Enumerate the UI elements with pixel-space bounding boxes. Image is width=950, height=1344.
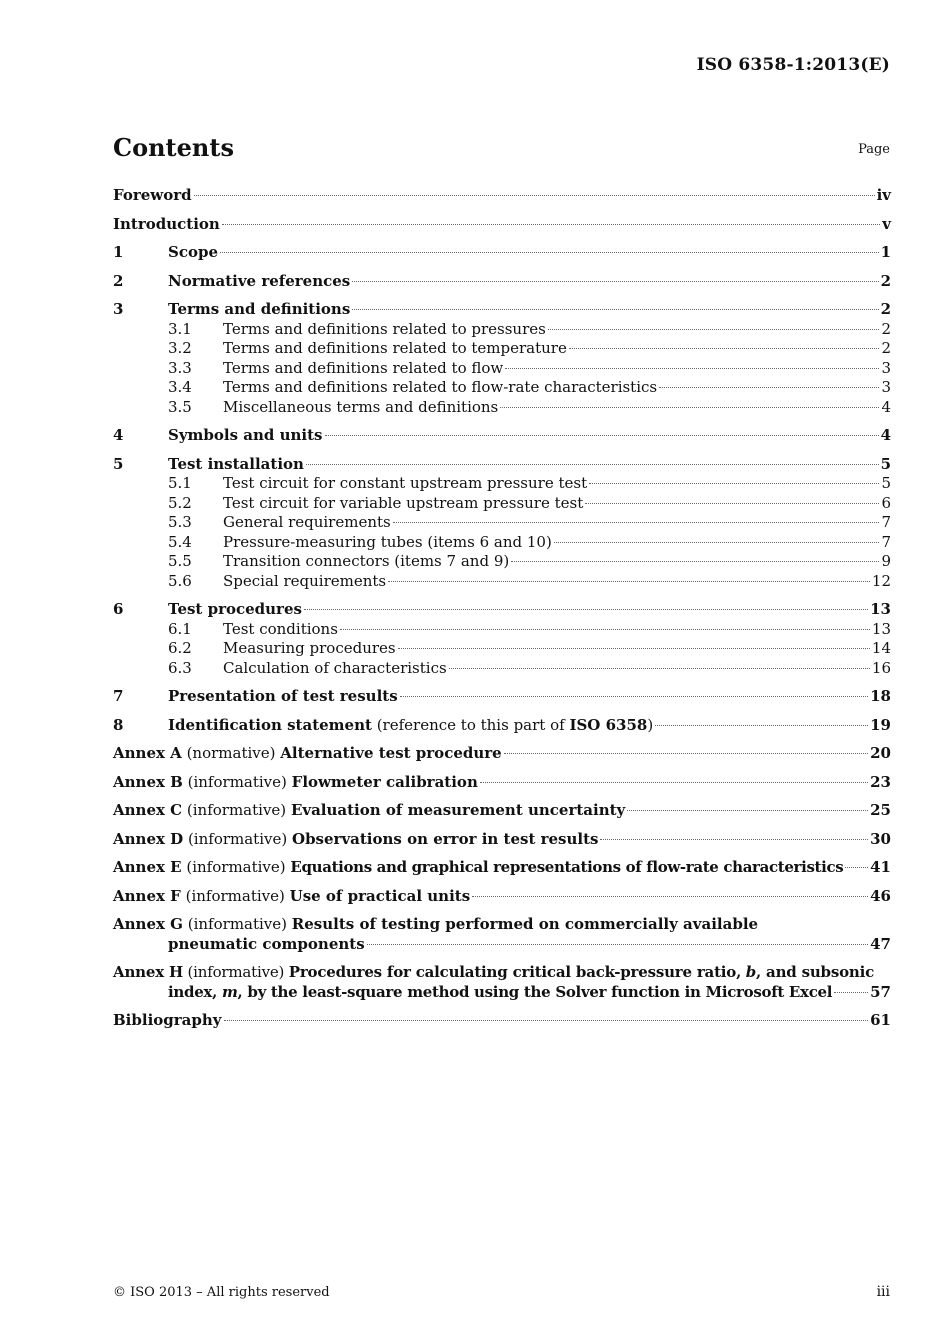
toc-title	[113, 801, 625, 821]
toc-page: 2	[880, 300, 891, 318]
toc-number: 5.2	[168, 493, 192, 512]
dot-leader	[352, 309, 878, 310]
dot-leader	[325, 435, 879, 436]
toc-page: 23	[870, 772, 891, 791]
annex-title: Flowmeter calibration	[291, 772, 478, 791]
dot-leader	[511, 561, 879, 562]
toc-subentry[interactable]	[113, 359, 891, 379]
toc-title-line	[113, 915, 891, 935]
toc-title: Introduction	[113, 214, 220, 233]
toc-title	[113, 830, 598, 850]
annex-label: Annex A	[113, 744, 182, 762]
annex-label: Annex F	[113, 886, 181, 905]
toc-number: 5	[113, 454, 124, 473]
toc-subentry[interactable]	[113, 620, 891, 640]
page-title: Contents	[113, 133, 234, 162]
toc-title-line	[113, 983, 891, 1003]
toc-ref-bold: ISO 6358	[569, 715, 648, 734]
toc-ref-pre: (reference to this part of	[376, 715, 565, 734]
toc-page: 5	[881, 474, 891, 492]
toc-number: 5.4	[168, 532, 192, 551]
toc-page: 7	[881, 532, 891, 551]
dot-leader	[194, 195, 875, 196]
dot-leader	[304, 609, 868, 610]
toc-entry-foreword[interactable]	[113, 186, 891, 206]
annex-title: Observations on error in test results	[292, 829, 599, 848]
toc-page: 4	[881, 397, 891, 416]
toc-title: Terms and definitions related to flow	[223, 358, 504, 377]
annex-label: Annex G	[113, 915, 183, 933]
toc-entry-test-procedures[interactable]	[113, 600, 891, 620]
dot-leader	[340, 629, 870, 630]
dot-leader	[585, 503, 879, 504]
toc-page: 7	[881, 513, 891, 531]
toc-page: 57	[870, 982, 891, 1001]
toc-page: 13	[870, 600, 891, 618]
toc-entry-annex-a[interactable]	[113, 744, 891, 764]
toc-entry-scope[interactable]	[113, 243, 891, 263]
annex-title-part: index,	[168, 982, 218, 1001]
toc-entry-identification-statement[interactable]	[113, 716, 891, 736]
toc-subentry[interactable]	[113, 339, 891, 359]
symbol-m: m	[221, 982, 238, 1001]
annex-title: Use of practical units	[289, 886, 471, 905]
toc-number: 5.3	[168, 513, 192, 531]
toc-entry-normative-references[interactable]	[113, 272, 891, 292]
toc-number: 3.1	[168, 319, 192, 338]
dot-leader	[554, 542, 880, 543]
toc-subentry[interactable]	[113, 552, 891, 572]
toc-page: 41	[870, 858, 891, 876]
toc-entry-bibliography[interactable]	[113, 1011, 891, 1031]
toc-number: 3.5	[168, 397, 192, 416]
toc-title	[168, 716, 653, 736]
toc-title: Terms and definitions related to pressures	[223, 319, 546, 338]
annex-title: Alternative test procedure	[280, 744, 502, 762]
toc-subentry[interactable]	[113, 572, 891, 592]
toc-title: Terms and definitions related to temperature	[223, 339, 567, 357]
toc-title: Symbols and units	[168, 426, 323, 444]
annex-label: Annex E	[113, 858, 182, 876]
toc-subentry[interactable]	[113, 659, 891, 679]
toc-page: 2	[881, 319, 891, 338]
toc-page: 5	[880, 454, 891, 473]
toc-number: 8	[113, 715, 124, 734]
toc-number: 6.3	[168, 658, 192, 677]
annex-title-part: , by the least-square method using the Solver function in Microsoft Excel	[237, 982, 833, 1001]
toc-entry-test-installation[interactable]	[113, 455, 891, 475]
toc-subentry[interactable]	[113, 398, 891, 418]
toc-page: 46	[870, 886, 891, 905]
toc-subentry[interactable]	[113, 639, 891, 659]
toc-page: 19	[870, 715, 891, 734]
toc-number: 2	[113, 271, 124, 290]
toc-entry-terms-and-definitions[interactable]	[113, 300, 891, 320]
toc-page: 30	[870, 829, 891, 848]
dot-leader	[224, 1020, 869, 1021]
toc-title	[113, 744, 502, 764]
annex-kind: (informative)	[186, 858, 286, 876]
dot-leader	[659, 387, 879, 388]
toc-title: Test conditions	[223, 619, 338, 638]
annex-kind: (informative)	[187, 915, 288, 933]
toc-title: Test procedures	[168, 600, 302, 618]
toc-page: 25	[870, 801, 891, 819]
toc-number: 5.6	[168, 571, 192, 590]
toc-entry-annex-c[interactable]	[113, 801, 891, 821]
dot-leader	[222, 224, 880, 225]
toc-title: Measuring procedures	[223, 639, 396, 657]
toc-number: 3.2	[168, 339, 192, 357]
toc-entry-symbols-and-units[interactable]	[113, 426, 891, 446]
table-of-contents	[113, 186, 891, 1031]
dot-leader	[352, 281, 878, 282]
annex-title-end: , and subsonic	[756, 963, 875, 981]
toc-title: Transition connectors (items 7 and 9)	[223, 552, 510, 570]
annex-label: Annex H	[113, 963, 183, 981]
annex-title-cont	[168, 983, 832, 1003]
toc-entry-annex-g[interactable]	[113, 915, 891, 954]
page-column-label: Page	[858, 142, 890, 157]
toc-title-bold: Identification statement	[168, 715, 372, 734]
toc-subentry[interactable]	[113, 474, 891, 494]
annex-kind: (informative)	[185, 886, 285, 905]
toc-page: 3	[881, 358, 891, 377]
toc-title: Calculation of characteristics	[223, 658, 447, 677]
toc-page: 9	[881, 552, 891, 570]
annex-label: Annex D	[113, 829, 184, 848]
toc-title: Bibliography	[113, 1011, 222, 1029]
toc-title: Miscellaneous terms and definitions	[223, 397, 499, 416]
document-id: ISO 6358-1:2013(E)	[696, 55, 890, 75]
toc-number: 3.3	[168, 358, 192, 377]
symbol-b: b	[745, 963, 757, 981]
toc-number: 5.5	[168, 552, 192, 570]
annex-kind: (informative)	[187, 829, 288, 848]
toc-title	[113, 858, 843, 878]
toc-title: Pressure-measuring tubes (items 6 and 10)	[223, 532, 552, 551]
dot-leader	[306, 464, 879, 465]
toc-page: 4	[880, 426, 891, 444]
toc-page: v	[882, 214, 891, 233]
toc-entry-annex-b[interactable]	[113, 773, 891, 793]
toc-number: 6.1	[168, 619, 192, 638]
toc-number: 5.1	[168, 474, 192, 492]
dot-leader	[449, 668, 870, 669]
toc-subentry[interactable]	[113, 320, 891, 340]
toc-number: 6.2	[168, 639, 192, 657]
annex-kind: (informative)	[187, 772, 287, 791]
toc-page: 20	[870, 744, 891, 762]
toc-page: 16	[871, 658, 891, 677]
annex-title: Evaluation of measurement uncertainty	[290, 801, 626, 819]
dot-leader	[627, 810, 868, 811]
toc-page: 3	[881, 378, 891, 396]
toc-title: Scope	[168, 243, 219, 261]
toc-page: 14	[871, 639, 891, 657]
toc-entry-introduction[interactable]	[113, 215, 891, 235]
toc-entry-annex-e[interactable]	[113, 858, 891, 878]
toc-page: 1	[880, 243, 891, 261]
toc-number: 3.4	[168, 378, 192, 396]
toc-number: 7	[113, 687, 124, 705]
toc-page: 6	[881, 493, 891, 512]
toc-ref-post: )	[647, 715, 654, 734]
toc-entry-annex-f[interactable]	[113, 887, 891, 907]
toc-page: 13	[871, 619, 891, 638]
toc-title: General requirements	[223, 513, 391, 531]
toc-title: Special requirements	[223, 571, 387, 590]
footer-copyright: © ISO 2013 – All rights reserved	[113, 1285, 330, 1300]
toc-title	[113, 887, 470, 907]
toc-page: 47	[870, 934, 891, 953]
toc-number: 3	[113, 300, 124, 318]
annex-kind: (normative)	[186, 744, 276, 762]
toc-entry-annex-h[interactable]	[113, 963, 891, 1002]
footer-page-number: iii	[876, 1284, 890, 1300]
dot-leader	[500, 407, 879, 408]
dot-leader	[845, 867, 868, 868]
annex-title-cont: pneumatic components	[168, 934, 365, 953]
dot-leader	[600, 839, 868, 840]
dot-leader	[548, 329, 880, 330]
toc-title	[113, 773, 478, 793]
dot-leader	[393, 522, 880, 523]
toc-page: iv	[876, 186, 891, 204]
annex-title: Equations and graphical representations of flow-rate characteristics	[290, 858, 844, 876]
toc-title: Test circuit for constant upstream pressure test	[223, 474, 588, 492]
toc-number: 6	[113, 600, 124, 618]
dot-leader	[655, 725, 868, 726]
toc-title-line	[113, 935, 891, 955]
dot-leader	[388, 581, 870, 582]
toc-subentry[interactable]	[113, 378, 891, 398]
toc-subentry[interactable]	[113, 513, 891, 533]
toc-entry-annex-d[interactable]	[113, 830, 891, 850]
toc-entry-presentation-of-results[interactable]	[113, 687, 891, 707]
dot-leader	[589, 483, 879, 484]
toc-number: 1	[113, 243, 124, 261]
toc-subentry[interactable]	[113, 533, 891, 553]
dot-leader	[834, 992, 868, 993]
annex-label: Annex C	[113, 801, 183, 819]
toc-subentry[interactable]	[113, 494, 891, 514]
toc-title: Terms and definitions	[168, 300, 351, 318]
dot-leader	[367, 944, 868, 945]
dot-leader	[480, 782, 868, 783]
toc-title: Terms and definitions related to flow-rate characteristics	[223, 378, 658, 396]
dot-leader	[569, 348, 880, 349]
dot-leader	[220, 252, 879, 253]
annex-kind: (informative)	[187, 963, 285, 981]
toc-page: 2	[880, 271, 891, 290]
toc-title: Test installation	[168, 454, 304, 473]
toc-title: Test circuit for variable upstream pressure test	[223, 493, 584, 512]
toc-page: 61	[870, 1011, 891, 1029]
toc-title: Foreword	[113, 186, 192, 204]
toc-page: 2	[881, 339, 891, 357]
toc-title-line	[113, 963, 891, 983]
toc-page: 12	[871, 571, 891, 590]
toc-title: Presentation of test results	[168, 687, 398, 705]
dot-leader	[505, 368, 879, 369]
annex-title: Procedures for calculating critical back-pressure ratio,	[288, 963, 742, 981]
annex-kind: (informative)	[186, 801, 287, 819]
dot-leader	[400, 696, 868, 697]
dot-leader	[504, 753, 868, 754]
dot-leader	[472, 896, 868, 897]
dot-leader	[398, 648, 870, 649]
annex-label: Annex B	[113, 772, 183, 791]
annex-title: Results of testing performed on commercially available	[291, 915, 759, 933]
toc-page: 18	[870, 687, 891, 705]
toc-number: 4	[113, 426, 124, 444]
toc-title: Normative references	[168, 271, 351, 290]
